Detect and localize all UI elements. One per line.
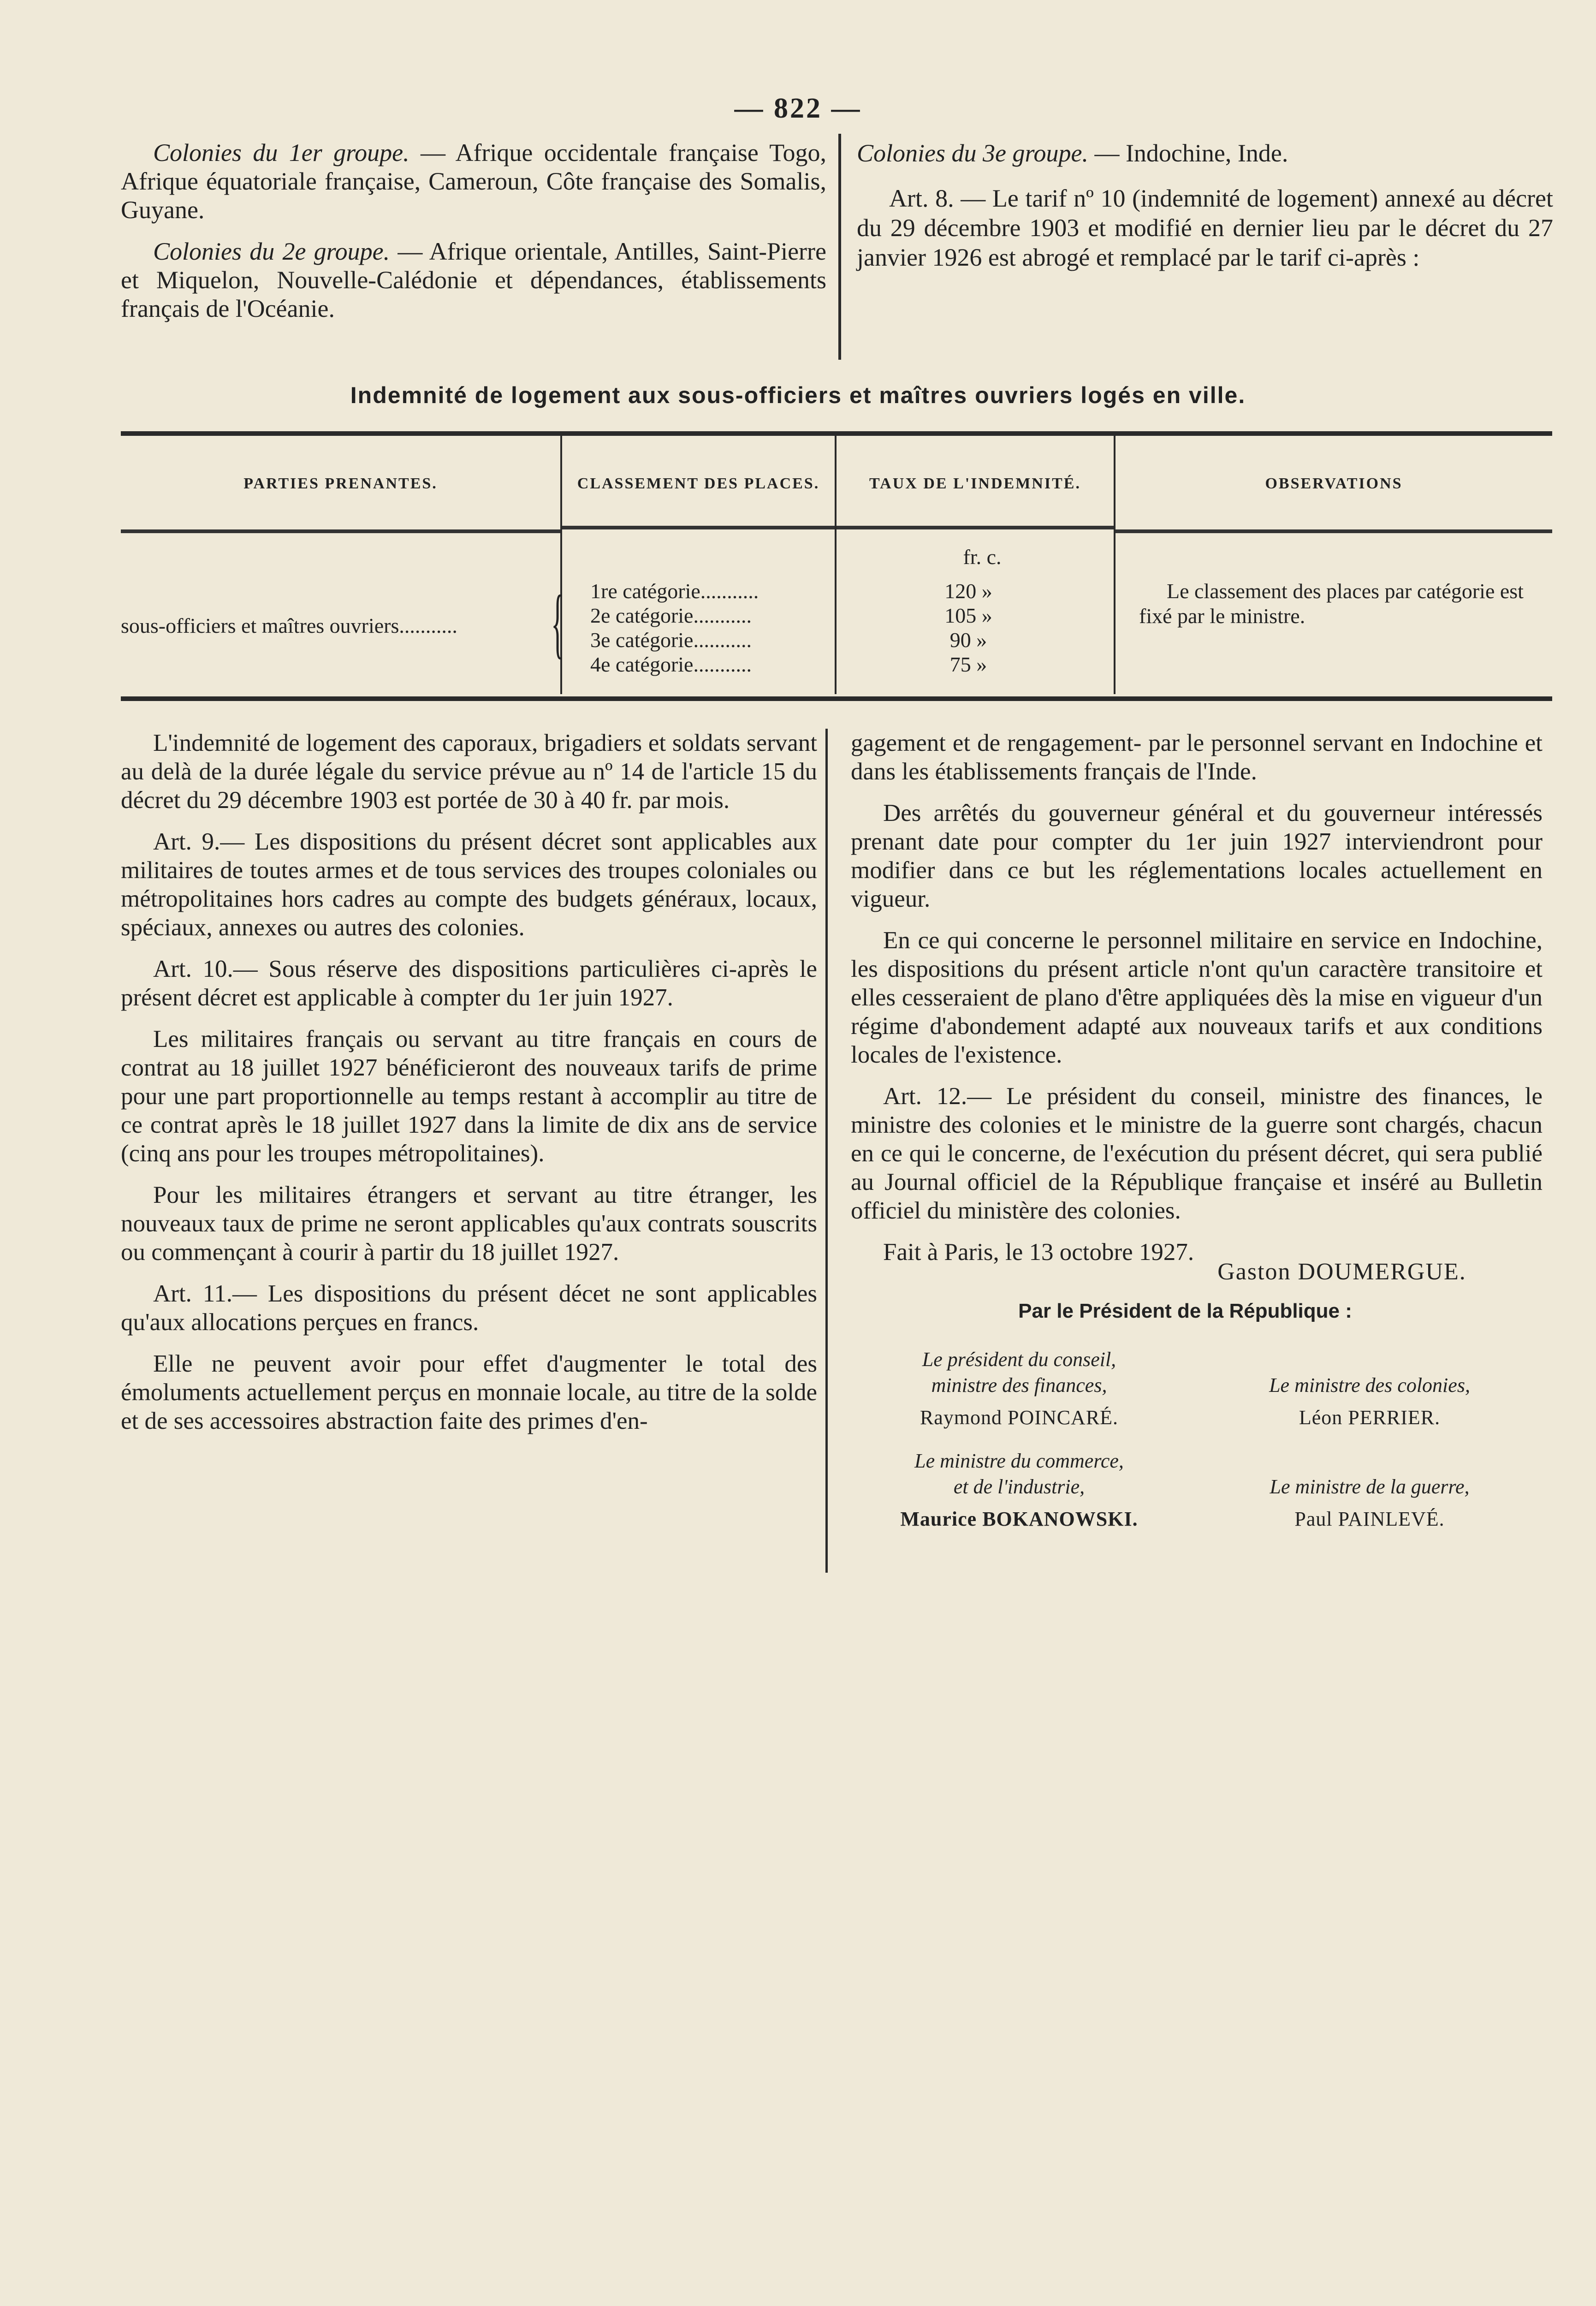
group-3-label: Colonies du 3e groupe. <box>857 139 1088 167</box>
paragraph: Les militaires français ou servant au titre français en cours de contrat au 18 juillet 1927 bénéficieront des nouveaux tarifs de prime pour une part proportionnelle au temps restant à accomplir au titre de ce contrat après le 18 juillet 1927 dans la limite de dix ans de service (cinq ans pour les troupes métropolitaines). <box>121 1026 817 1167</box>
intro-left <box>121 138 826 336</box>
paragraph: Elle ne peuvent avoir pour effet d'augmenter le total des émoluments actuellement perçus en monnaie locale, au titre de la solde et de ses accessoires abstraction faite des primes d'en- <box>121 1350 817 1434</box>
paragraph: Pour les militaires étrangers et servant au titre étranger, les nouveaux taux de prime ne seront applicables qu'aux contrats souscrits ou commençant à courir à partir du 18 juillet 1927. <box>121 1182 817 1266</box>
sign1-title: Le président du conseil, <box>922 1348 1116 1371</box>
signature-block-2 <box>1208 1373 1531 1431</box>
president-signature: Gaston DOUMERGUE. <box>1217 1259 1466 1285</box>
paragraph: Des arrêtés du gouverneur général et du gouverneur intéressés prenant date pour compter du 1er juin 1927 interviendront pour modifier dans ce but les réglementations locales actuellement en vigueur. <box>851 800 1543 912</box>
group-2-label: Colonies du 2e groupe. <box>153 238 390 265</box>
signature-block-1 <box>867 1347 1171 1431</box>
rate-3: 90 » <box>949 628 987 652</box>
article-11: Art. 11.— Les dispositions du présent décet ne sont applicables qu'aux allocations perçues en francs. <box>121 1280 817 1336</box>
party-cell: sous-officiers et maîtres ouvriers........... <box>121 614 457 637</box>
sign2-title: Le ministre des colonies, <box>1269 1374 1470 1397</box>
intro-column-divider <box>838 134 841 360</box>
category-4: 4e catégorie........... <box>590 653 752 676</box>
place-date: Fait à Paris, le 13 octobre 1927. <box>883 1239 1194 1266</box>
brace: { <box>551 579 564 666</box>
intro-group-2 <box>121 237 826 323</box>
header-rule-3 <box>837 526 1114 529</box>
sign3-title2: et de l'industrie, <box>953 1475 1085 1498</box>
header-rule-4 <box>1115 529 1552 533</box>
article-9: Art. 9.— Les dispositions du présent décret sont applicables aux militaires de toutes armes et de tous services des troupes coloniales ou métropolitaines hors cadres au compte des budgets généraux, locaux, spéciaux, annexes ou autres des colonies. <box>121 828 817 941</box>
rate-1: 120 » <box>944 579 992 603</box>
sign3-title: Le ministre du commerce, <box>914 1450 1124 1472</box>
table-col-divider-3 <box>1114 436 1115 694</box>
header-classement: CLASSEMENT DES PLACES. <box>577 475 820 492</box>
page-number: — 822 — <box>734 93 862 124</box>
category-1: 1re catégorie........... <box>590 579 759 603</box>
paragraph: En ce qui concerne le personnel militaire en service en Indochine, les dispositions du présent article n'ont qu'un caractère transitoire et elles cesseraient de plano d'être appliquées dès la mise en vigueur d'un régime d'abondement adapté aux nouveaux tarifs et aux conditions locales de l'existence. <box>851 927 1543 1068</box>
category-2: 2e catégorie........... <box>590 604 752 627</box>
sign1-name: Raymond POINCARÉ. <box>920 1406 1119 1429</box>
sign2-name: Léon PERRIER. <box>1299 1406 1441 1429</box>
header-rule-1 <box>121 529 560 533</box>
header-observations: OBSERVATIONS <box>1265 475 1403 492</box>
table-top-rule <box>121 431 1552 436</box>
paragraph: L'indemnité de logement des caporaux, brigadiers et soldats servant au delà de la durée légale du service prévue au nº 14 de l'article 15 du décret du 29 décembre 1903 est portée de 30 à 40 fr. par mois. <box>121 730 817 814</box>
group-1-label: Colonies du 1er groupe. <box>153 139 409 166</box>
header-parties: PARTIES PRENANTES. <box>243 475 438 492</box>
par-le-president: Par le Président de la République : <box>1018 1300 1352 1322</box>
sign3-name: Maurice BOKANOWSKI. <box>900 1508 1138 1530</box>
rate-4: 75 » <box>949 653 987 676</box>
article-12: Art. 12.— Le président du conseil, ministre des finances, le ministre des colonies et le ministre de la guerre sont chargés, chacun en ce qui le concerne, de l'exécution du présent décret, qui sera publié au Journal officiel de la République française et inséré au Bulletin officiel du ministère des colonies. <box>851 1083 1543 1224</box>
rate-unit: fr. c. <box>963 545 1002 569</box>
table-col-divider-2 <box>835 436 837 694</box>
sign4-name: Paul PAINLEVÉ. <box>1294 1508 1445 1530</box>
rate-2: 105 » <box>944 604 992 627</box>
article-10: Art. 10.— Sous réserve des dispositions particulières ci-après le présent décret est applicable à compter du 1er juin 1927. <box>121 956 817 1011</box>
table-caption: Indemnité de logement aux sous-officiers et maîtres ouvriers logés en ville. <box>350 382 1246 408</box>
body-right <box>851 729 1543 1279</box>
group-2-text: — Afrique orientale, Antilles, Saint-Pierre et Miquelon, Nouvelle-Calédonie et dépendances, établissements français de l'Océanie. <box>121 238 826 322</box>
intro-group-3 <box>857 138 1553 168</box>
group-3-text: — Indochine, Inde. <box>1088 139 1288 167</box>
sign4-title: Le ministre de la guerre, <box>1270 1475 1470 1498</box>
signature-block-3 <box>867 1448 1171 1532</box>
group-1-text: — Afrique occidentale française Togo, Afrique équatoriale française, Cameroun, Côte française des Somalis, Guyane. <box>121 139 826 224</box>
observation-cell: Le classement des places par catégorie est fixé par le ministre. <box>1139 579 1524 628</box>
category-3: 3e catégorie........... <box>590 628 752 652</box>
paragraph: gagement et de rengagement- par le personnel servant en Indochine et dans les établissements français de l'Inde. <box>851 730 1543 785</box>
body-column-divider <box>825 729 828 1573</box>
signature-block-4 <box>1208 1474 1531 1532</box>
header-rule-2 <box>562 526 835 529</box>
intro-right <box>857 138 1553 285</box>
sign1-title2: ministre des finances, <box>931 1374 1107 1397</box>
article-8: Art. 8. — Le tarif nº 10 (indemnité de logement) annexé au décret du 29 décembre 1903 et modifié en dernier lieu par le décret du 27 janvier 1926 est abrogé et remplacé par le tarif ci-après : <box>857 184 1553 271</box>
body-left <box>121 729 817 1448</box>
table-bottom-rule <box>121 696 1552 701</box>
header-taux: TAUX DE L'INDEMNITÉ. <box>869 475 1081 492</box>
intro-group-1 <box>121 138 826 224</box>
